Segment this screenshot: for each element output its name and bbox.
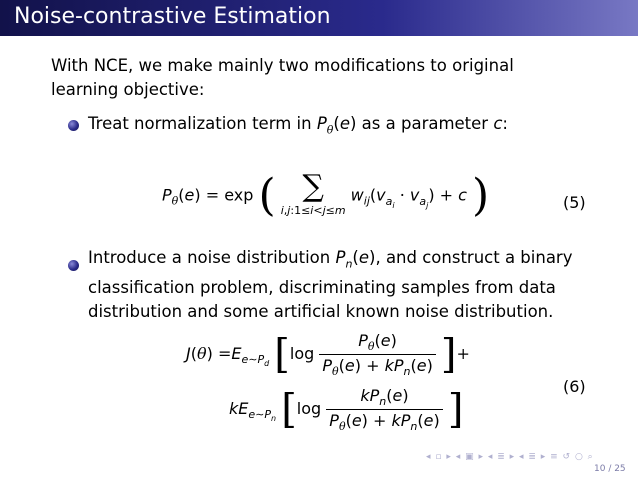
bullet-1-text: Treat normalization term in [88, 114, 312, 133]
bullet-ball-icon [68, 260, 79, 271]
beamer-navigation-icons[interactable]: ◂ ▫ ▸ ◂ ▣ ▸ ◂ ≣ ▸ ◂ ≣ ▸ ≡ ↺ ○ ⌕ [426, 452, 594, 462]
title-bar [0, 0, 638, 36]
slide-title: Noise-contrastive Estimation [14, 4, 331, 29]
intro-paragraph [51, 54, 591, 102]
intro-line-2: learning objective: [51, 80, 205, 99]
bullet-2-line-3: distribution and some artificial known noise distribution. [88, 302, 554, 322]
equation-5: $P_\theta(e) = \exp$ ( ∑ i,j:1≤i<j≤m $w_{ij}(v_{a_i} \cdot v_{a_j}) + c$ ) [162, 169, 490, 221]
bullet-2-line-2: classification problem, discriminating samples from data [88, 278, 556, 298]
bullet-2-line-1: Introduce a noise distribution [88, 248, 331, 267]
equation-5-number: (5) [563, 193, 586, 212]
bullet-2-line-1-end: , and construct a binary [375, 248, 573, 267]
equation-6-row-1: $J(\theta) =E_{e\sim P_d}$ [log $\frac{P_\theta(e)}{P_\theta(e) + kP_n(e)}$ ]+ [186, 331, 470, 379]
bullet-item-2: Introduce a noise distribution $P_n(e)$, and construct a binary classification problem, discriminating samples from data distribution and some artificial known noise distribution. [88, 248, 573, 322]
intro-line-1: With NCE, we make mainly two modifications to original [51, 56, 514, 75]
equation-6-row-2: $kE_{e\sim P_n}$ [log $\frac{kP_n(e)}{P_\theta(e) + kP_n(e)}$ ] [229, 386, 464, 434]
equation-6-number: (6) [563, 377, 586, 396]
bullet-item-1: Treat normalization term in $P_\theta(e)$ as a parameter c: [88, 114, 508, 137]
bullet-ball-icon [68, 120, 79, 131]
page-number: 10 / 25 [594, 464, 626, 474]
bullet-1-mid: as a parameter [361, 114, 489, 133]
